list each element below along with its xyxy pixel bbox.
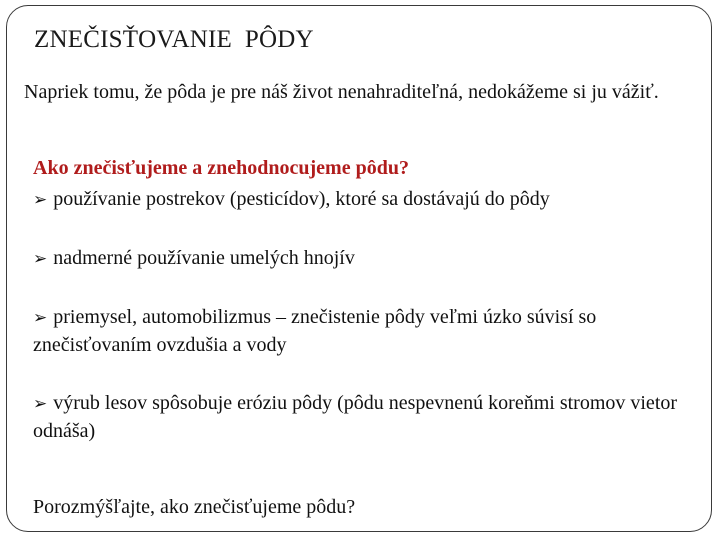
bullet-item-pesticides xyxy=(33,186,713,214)
bullet-text: používanie postrekov (pesticídov), ktoré sa dostávajú do pôdy xyxy=(53,188,550,210)
arrow-right-icon: ➢ xyxy=(33,308,48,328)
bullet-text: výrub lesov spôsobuje eróziu pôdy (pôdu nespevnenú koreňmi stromov vietor odnáša) xyxy=(33,392,678,442)
bullet-item-deforestation xyxy=(33,390,713,445)
bullet-text: nadmerné používanie umelých hnojív xyxy=(53,247,355,269)
bullet-item-industry xyxy=(33,304,713,359)
arrow-right-icon: ➢ xyxy=(33,249,48,269)
closing-question: Porozmýšľajte, ako znečisťujeme pôdu? xyxy=(33,496,356,518)
bullet-item-fertilizers xyxy=(33,245,713,273)
slide-title: ZNEČISŤOVANIE PÔDY xyxy=(34,26,314,53)
question-heading: Ako znečisťujeme a znehodnocujeme pôdu? xyxy=(33,157,409,179)
arrow-right-icon: ➢ xyxy=(33,190,48,210)
intro-paragraph: Napriek tomu, že pôda je pre náš život nenahraditeľná, nedokážeme si ju vážiť. xyxy=(24,81,659,103)
bullet-text: priemysel, automobilizmus – znečistenie pôdy veľmi úzko súvisí so znečisťovaním ovzdušia a vody xyxy=(33,306,597,356)
arrow-right-icon: ➢ xyxy=(33,394,48,414)
